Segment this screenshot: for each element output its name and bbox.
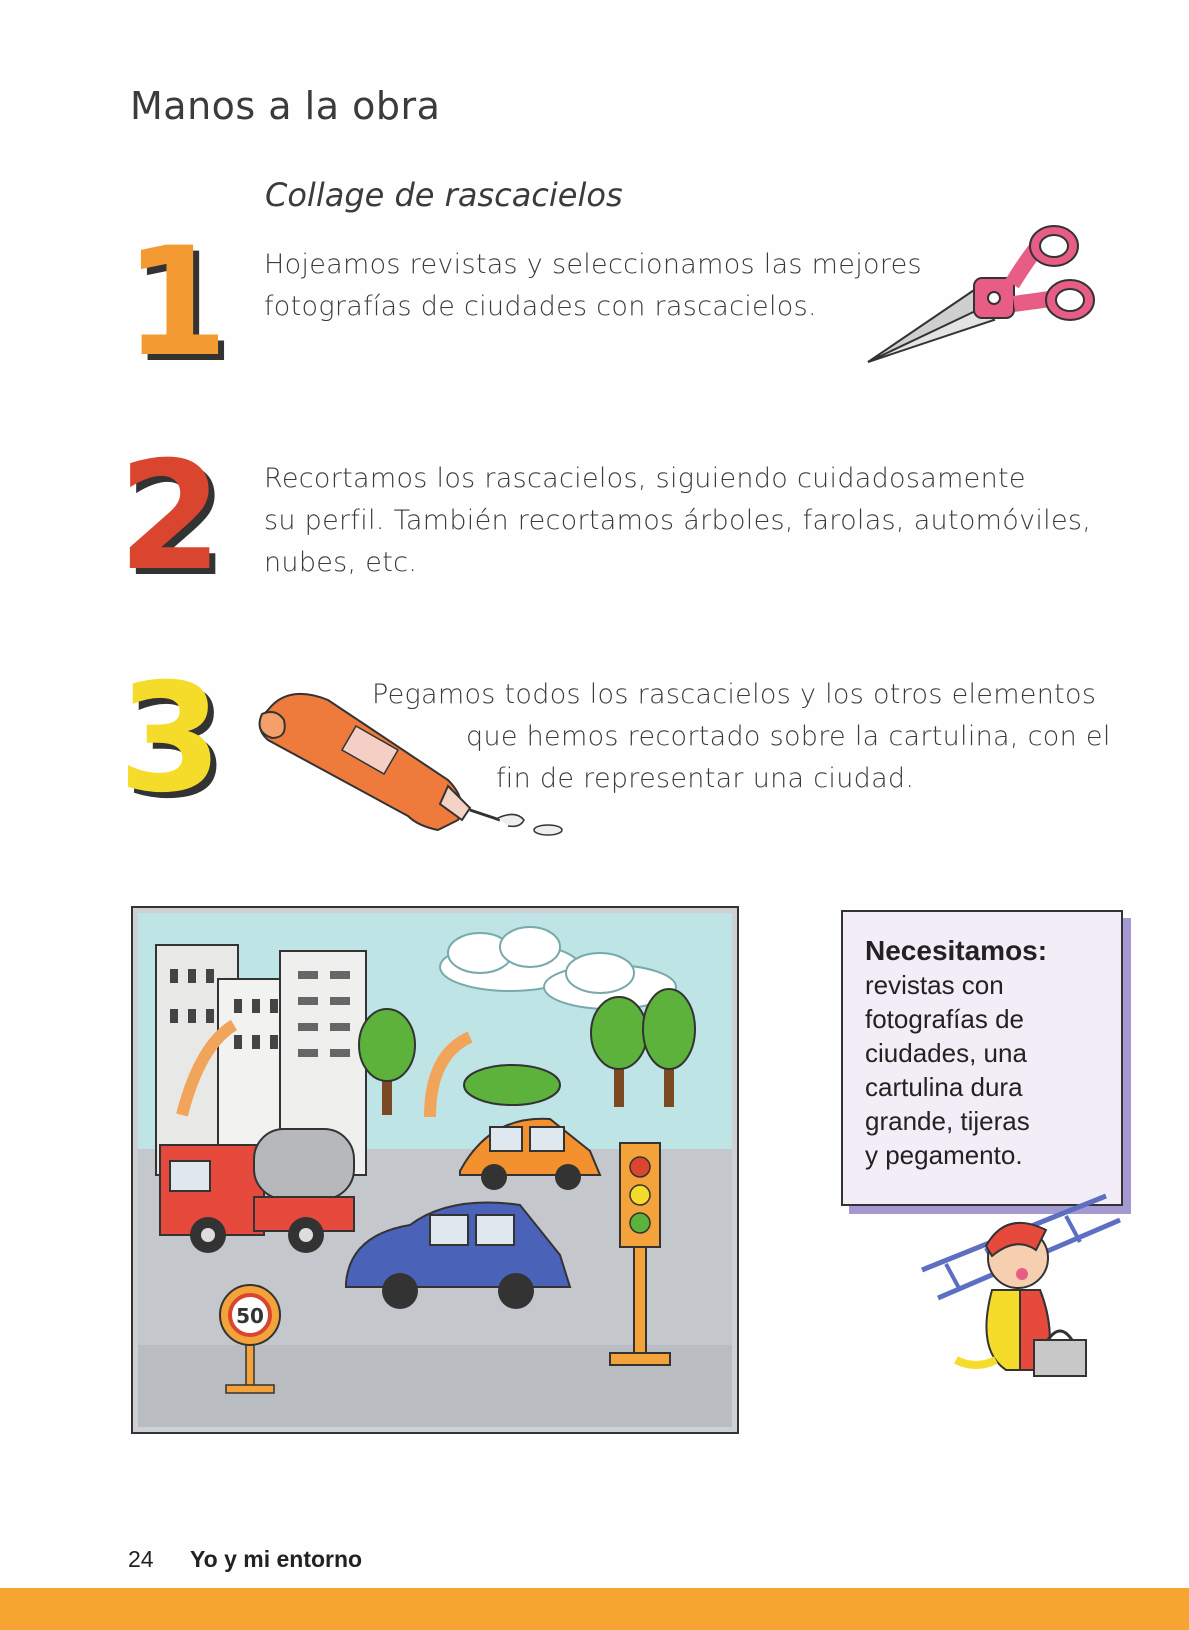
materials-line-4: cartulina dura <box>865 1072 1023 1102</box>
section-title: Manos a la obra <box>130 84 441 128</box>
step-3-line-3: fin de representar una ciudad. <box>496 763 915 794</box>
step-2-line-1: Recortamos los rascacielos, siguiendo cuidadosamente <box>264 463 1026 494</box>
step-1-line-2: fotografías de ciudades con rascacielos. <box>264 291 817 322</box>
city-collage-illustration <box>130 905 740 1435</box>
step-2-line-3: nubes, etc. <box>264 547 418 578</box>
materials-line-2: fotografías de <box>865 1004 1024 1034</box>
step-1-line-1: Hojeamos revistas y seleccionamos las mejores <box>264 249 922 280</box>
materials-line-3: ciudades, una <box>865 1038 1027 1068</box>
step-number-2: 2 <box>118 430 223 604</box>
materials-line-5: grande, tijeras <box>865 1106 1030 1136</box>
bushes <box>464 1065 560 1105</box>
step-3-line-1: Pegamos todos los rascacielos y los otros elementos <box>372 679 1097 710</box>
footer-bar <box>0 1588 1189 1630</box>
activity-title: Collage de rascacielos <box>265 176 623 214</box>
step-3-line-2: que hemos recortado sobre la cartulina, con el <box>466 721 1111 752</box>
materials-box <box>841 910 1123 1206</box>
scissors-icon <box>862 222 1102 372</box>
materials-line-1: revistas con <box>865 970 1004 1000</box>
step-1-text <box>264 244 964 328</box>
step-number-1: 1 <box>124 216 229 390</box>
character-with-ladder-illustration <box>916 1190 1136 1390</box>
page-number: 24 <box>128 1546 154 1572</box>
materials-title: Necesitamos: <box>865 935 1048 966</box>
speed-sign-text: 50 <box>236 1304 264 1328</box>
book-title: Yo y mi entorno <box>190 1546 363 1572</box>
step-2-text <box>264 458 1124 584</box>
step-number-3: 3 <box>118 652 223 826</box>
materials-line-6: y pegamento. <box>865 1140 1023 1170</box>
glue-tube-icon <box>248 680 578 860</box>
step-2-line-2: su perfil. También recortamos árboles, farolas, automóviles, <box>264 505 1092 536</box>
